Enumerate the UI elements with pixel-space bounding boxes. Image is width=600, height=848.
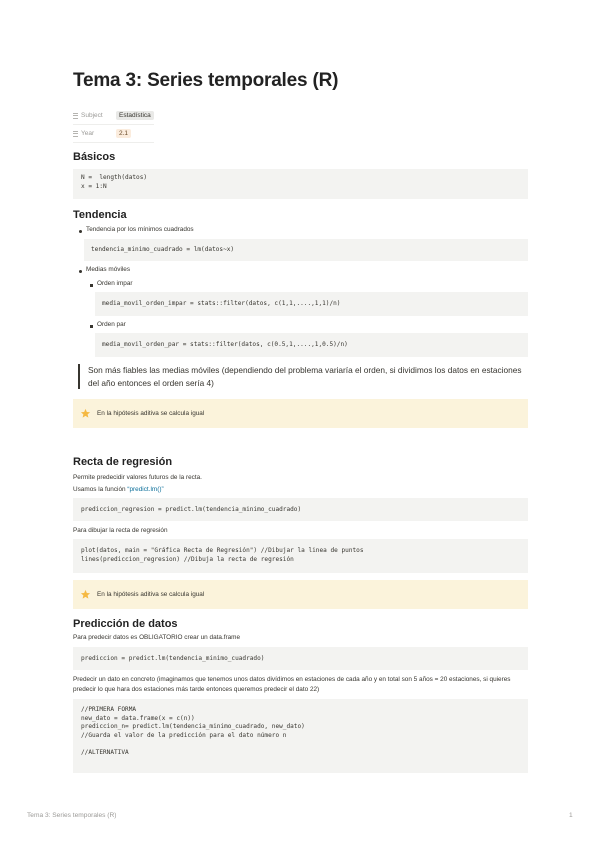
star-icon: [80, 408, 91, 419]
bullet-icon: [79, 270, 82, 273]
section-heading-regresion: Recta de regresión: [73, 456, 173, 468]
property-key: Year: [81, 130, 95, 137]
quote-block: Son más fiables las medias móviles (dependiendo del problema variaría el orden, si dividimos los datos en estaciones del año entonces el orden sería 4): [78, 364, 533, 389]
paragraph: Para dibujar la recta de regresión: [73, 527, 168, 534]
code-block[interactable]: media_movil_orden_impar = stats::filter(datos, c(1,1,....,1,1)/n): [95, 292, 528, 316]
property-row: [73, 125, 154, 143]
list-item: Medias móviles: [86, 266, 131, 273]
callout: [73, 399, 528, 428]
paragraph: Para predecir datos es OBLIGATORIO crear un data.frame: [73, 634, 241, 641]
code-block[interactable]: prediccion = predict.lm(tendencia_minimo_cuadrado): [73, 647, 528, 670]
footer-title: Tema 3: Series temporales (R): [27, 812, 117, 819]
code-block[interactable]: plot(datos, main = "Gráfica Recta de Regresión") //Dibujar la linea de puntos lines(prediccion_regresion) //Dibuja la recta de regresión: [73, 539, 528, 573]
list-item: Orden impar: [97, 280, 133, 287]
bullet-icon: [90, 325, 93, 328]
star-icon: [80, 589, 91, 600]
bullet-icon: [90, 284, 93, 287]
list-icon: [73, 113, 78, 119]
property-key: Subject: [81, 112, 103, 119]
section-heading-prediccion: Predicción de datos: [73, 618, 178, 630]
callout: [73, 580, 528, 609]
paragraph: Permite predecidir valores futuros de la recta.: [73, 474, 202, 481]
code-block[interactable]: //PRIMERA FORMA new_dato = data.frame(x = c(n)) prediccion_n= predict.lm(tendencia_minimo_cuadrado, new_dato) //Guarda el valor de la predicción para el dato número n //ALTERNATIVA: [73, 699, 528, 773]
page-number: 1: [569, 812, 573, 819]
callout-text: En la hipótesis aditiva se calcula igual: [97, 410, 205, 417]
code-block[interactable]: prediccion_regresion = predict.lm(tendencia_minimo_cuadrado): [73, 498, 528, 521]
function-link[interactable]: “predict.lm()”: [127, 486, 164, 493]
list-icon: [73, 131, 78, 137]
callout-text: En la hipótesis aditiva se calcula igual: [97, 591, 205, 598]
section-heading-tendencia: Tendencia: [73, 209, 127, 221]
subject-tag[interactable]: Estadística: [116, 111, 154, 120]
section-heading-basicos: Básicos: [73, 151, 116, 163]
code-block[interactable]: tendencia_minimo_cuadrado = lm(datos~x): [84, 239, 528, 261]
paragraph: Predecir un dato en concreto (imaginamos que tenemos unos datos divídimos en estaciones de cada año y en total son 5 años = 20 estaciones, si quieres predecir lo que hara dos estaciones más tarde entonces queremos predecir el dato 22): [73, 676, 511, 693]
list-item: Orden par: [97, 321, 126, 328]
bullet-icon: [79, 230, 82, 233]
code-block[interactable]: N = length(datos) x = 1:N: [73, 169, 528, 199]
list-item: Tendencia por los mínimos cuadrados: [86, 226, 194, 233]
page-title: Tema 3: Series temporales (R): [73, 70, 339, 91]
properties-table: [73, 107, 154, 143]
paragraph: Usamos la función “predict.lm()”: [73, 486, 164, 493]
property-row: [73, 107, 154, 125]
year-tag[interactable]: 2.1: [116, 129, 131, 138]
code-block[interactable]: media_movil_orden_par = stats::filter(datos, c(0.5,1,....,1,0.5)/n): [95, 333, 528, 357]
